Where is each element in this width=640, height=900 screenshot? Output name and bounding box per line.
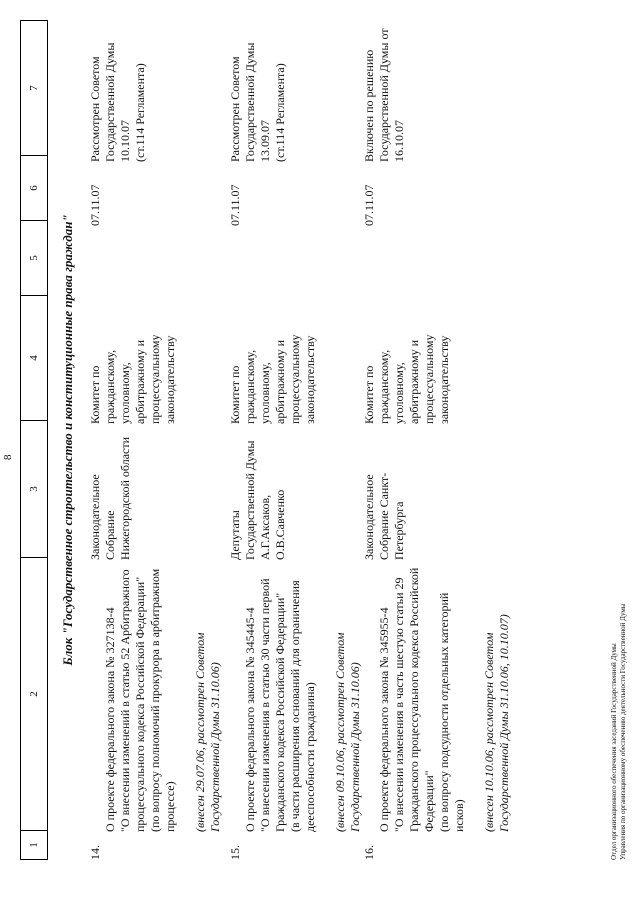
footer [610,604,628,860]
footer-line-2: Управления по организационному обеспечению деятельности Государственной Думы [619,603,627,860]
header-col-1: 1 [21,831,48,860]
header-col-7: 7 [21,21,48,156]
committee: Комитет по гражданскому, уголовному, арбитражному и процессуальному законодательству [228,334,317,424]
page-number: 8 [2,454,14,460]
header-col-3: 3 [21,421,48,558]
status: Включен по решению Государственной Думы от 16.10.07 [362,28,406,162]
initiator: Законодательное Собрание Санкт-Петербурга [362,472,406,560]
header-col-4: 4 [21,296,48,421]
date: 07.11.07 [88,184,102,226]
committee: Комитет по гражданскому, уголовному, арбитражному и процессуальному законодательству [88,334,177,424]
date: 07.11.07 [362,184,376,226]
project-note: (внесен 09.10.06, рассмотрен Советом Государственной Думы 31.10.06) [333,632,362,832]
row-number: 15. [228,845,242,860]
project-description [228,562,363,832]
column-header-table [20,20,48,860]
initiator: Законодательное Собрание Нижегородской области [88,436,132,560]
header-col-5: 5 [21,221,48,296]
row-number: 14. [88,845,102,860]
project-note: (внесен 29.07.06, рассмотрен Советом Государственной Думы 31.10.06) [193,632,222,832]
status: Рассмотрен Советом Государственной Думы 13.09.07 (ст.114 Регламента) [228,42,287,162]
project-note: (внесен 10.10.06, рассмотрен Советом Государственной Думы 31.10.06, 10.10.07) [482,614,511,832]
block-title: Блок "Государственное строительство и конституционные права граждан" [60,214,75,666]
date: 07.11.07 [228,184,242,226]
header-col-2: 2 [21,558,48,831]
header-col-6: 6 [21,156,48,221]
project-description [88,562,223,832]
project-text: О проекте федерального закона № 345445-4 "О внесении изменения в статью 30 части первой Гражданского кодекса Российской Федерации" (в части расширения оснований для ограничения дееспособности гражданина) [243,578,317,832]
project-text: О проекте федерального закона № 345955-4 "О внесении изменения в часть шестую статьи 29 Гражданского процессуального кодекса Российской Федерации" (по вопросу подсудности отдельных категорий исков) [377,567,466,832]
project-text: О проекте федерального закона № 327138-4 "О внесении изменений в статью 52 Арбитражного процессуального кодекса Российской Федерации" (по вопросу полномочий прокурора в арбитражном процессе) [103,568,177,832]
status: Рассмотрен Советом Государственной Думы 10.10.07 (ст.114 Регламента) [88,42,147,162]
row-number: 16. [362,845,376,860]
footer-line-1: Отдел организационного обеспечения заседаний Государственной Думы [610,643,618,860]
initiator: Депутаты Государственной Думы А.Г.Аксаков, О.В.Савченко [228,440,287,560]
committee: Комитет по гражданскому, уголовному, арбитражному и процессуальному законодательству [362,334,451,424]
project-description [362,562,512,832]
